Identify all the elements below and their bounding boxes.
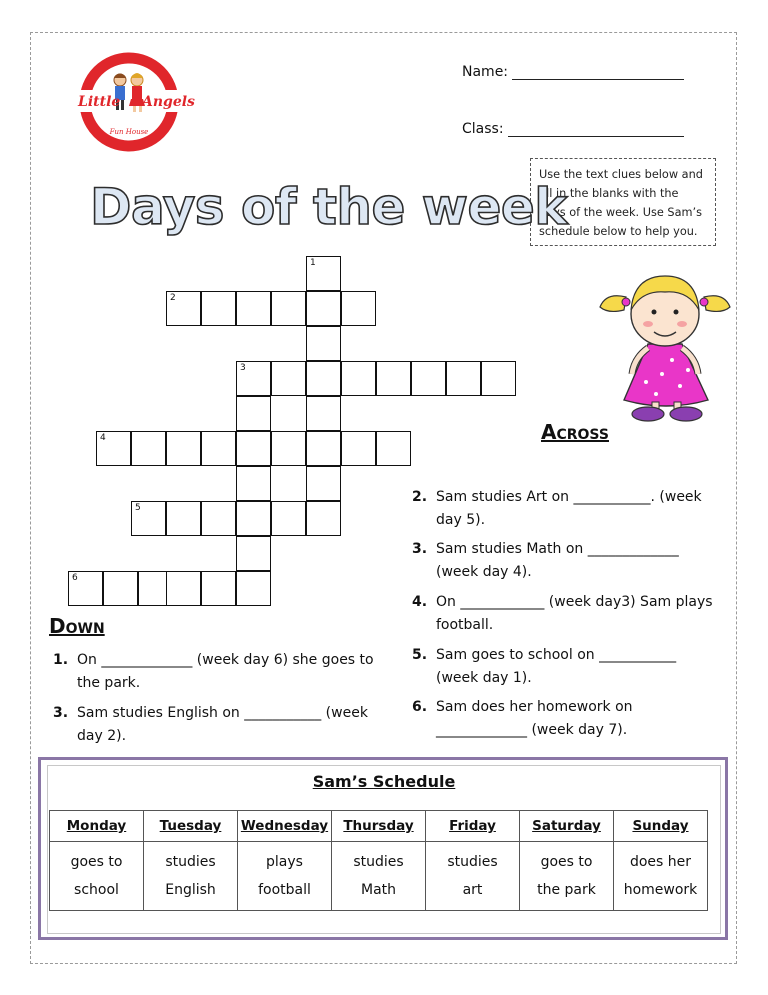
crossword-cell[interactable] <box>271 291 306 326</box>
schedule-header-row <box>50 811 708 842</box>
clue-number: 5 <box>135 503 141 513</box>
crossword-cell[interactable] <box>166 571 201 606</box>
crossword-cell[interactable] <box>306 326 341 361</box>
down-heading: Down <box>49 614 105 638</box>
clue-number: 4 <box>100 433 106 443</box>
down-clue <box>53 649 377 695</box>
crossword-cell[interactable] <box>201 431 236 466</box>
logo-text-bottom: Fun House <box>109 128 149 136</box>
crossword-cell[interactable] <box>236 431 271 466</box>
crossword-cell[interactable] <box>341 431 376 466</box>
crossword-cell[interactable] <box>236 291 271 326</box>
crossword-cell[interactable] <box>68 571 103 606</box>
schedule-day: Friday <box>426 811 520 842</box>
crossword-cell[interactable] <box>271 361 306 396</box>
clue-number: 3 <box>240 363 246 373</box>
name-line[interactable] <box>512 63 684 80</box>
schedule-inner <box>47 765 721 934</box>
crossword-cell[interactable] <box>201 291 236 326</box>
class-line[interactable] <box>508 120 684 137</box>
schedule-activity: studies Math <box>332 842 426 911</box>
clue-num: 3. <box>53 705 69 721</box>
class-field <box>462 120 684 137</box>
crossword-cell[interactable] <box>103 571 138 606</box>
crossword-cell[interactable] <box>236 536 271 571</box>
instructions-box: Use the text clues below and fill in the blanks with the days of the week. Use Sam’s schedule below to help you. <box>530 158 716 246</box>
crossword-cell[interactable] <box>271 431 306 466</box>
across-clue <box>412 644 721 690</box>
clue-num: 5. <box>412 647 428 663</box>
schedule-title: Sam’s Schedule <box>312 772 456 791</box>
schedule-day: Thursday <box>332 811 426 842</box>
clue-text: Sam studies English on ___________ (week day 2). <box>77 705 368 744</box>
crossword-cell[interactable] <box>411 361 446 396</box>
crossword-cell[interactable] <box>131 501 166 536</box>
crossword-cell[interactable] <box>201 571 236 606</box>
crossword-cell[interactable] <box>306 291 341 326</box>
clue-num: 1. <box>53 652 69 668</box>
crossword-cell[interactable] <box>166 501 201 536</box>
crossword-cell[interactable] <box>306 466 341 501</box>
crossword-cell[interactable] <box>376 361 411 396</box>
clue-number: 1 <box>310 258 316 268</box>
across-clue <box>412 538 716 584</box>
crossword-cell[interactable] <box>201 501 236 536</box>
across-clue <box>412 591 721 637</box>
page-title: Days of the week <box>90 178 568 236</box>
schedule-day: Sunday <box>614 811 708 842</box>
crossword-cell[interactable] <box>306 256 341 291</box>
schedule-panel <box>38 757 728 940</box>
clue-text: On ____________ (week day3) Sam plays football. <box>436 594 713 633</box>
crossword-cell[interactable] <box>341 291 376 326</box>
clue-num: 4. <box>412 594 428 610</box>
crossword-cell[interactable] <box>96 431 131 466</box>
clue-num: 6. <box>412 699 428 715</box>
schedule-day: Saturday <box>520 811 614 842</box>
crossword-cell[interactable] <box>341 361 376 396</box>
name-label: Name: <box>462 64 509 80</box>
clue-num: 2. <box>412 489 428 505</box>
crossword-cell[interactable] <box>236 571 271 606</box>
name-field <box>462 63 684 80</box>
schedule-activity-row <box>50 842 708 911</box>
crossword-cell[interactable] <box>306 396 341 431</box>
crossword-cell[interactable] <box>306 431 341 466</box>
crossword-cell[interactable] <box>236 361 271 396</box>
crossword-cell[interactable] <box>446 361 481 396</box>
clue-num: 3. <box>412 541 428 557</box>
class-label: Class: <box>462 121 504 137</box>
clue-number: 6 <box>72 573 78 583</box>
clue-number: 2 <box>170 293 176 303</box>
logo-text-left: Little <box>78 94 121 110</box>
crossword-cell[interactable] <box>271 501 306 536</box>
schedule-table <box>49 810 708 911</box>
schedule-day: Wednesday <box>238 811 332 842</box>
across-clue <box>412 486 716 532</box>
little-angels-logo <box>76 50 200 154</box>
girl-illustration <box>596 262 734 422</box>
crossword-cell[interactable] <box>131 431 166 466</box>
logo-text-right: Angels <box>142 94 195 110</box>
crossword-cell[interactable] <box>166 431 201 466</box>
crossword-cell[interactable] <box>236 396 271 431</box>
schedule-activity: studies English <box>144 842 238 911</box>
crossword-cell[interactable] <box>236 466 271 501</box>
across-clue <box>412 696 676 742</box>
crossword-cell[interactable] <box>481 361 516 396</box>
clue-text: On _____________ (week day 6) she goes to the park. <box>77 652 374 691</box>
clue-text: Sam studies Art on ___________. (week day 5). <box>436 489 702 528</box>
schedule-day: Tuesday <box>144 811 238 842</box>
schedule-activity: does her homework <box>614 842 708 911</box>
crossword-cell[interactable] <box>306 501 341 536</box>
crossword-cell[interactable] <box>236 501 271 536</box>
clue-text: Sam goes to school on ___________ (week day 1). <box>436 647 677 686</box>
clue-text: Sam does her homework on _____________ (week day 7). <box>436 699 633 738</box>
crossword-cell[interactable] <box>376 431 411 466</box>
schedule-activity: goes to school <box>50 842 144 911</box>
clue-text: Sam studies Math on _____________ (week day 4). <box>436 541 679 580</box>
schedule-activity: studies art <box>426 842 520 911</box>
crossword-cell[interactable] <box>306 361 341 396</box>
schedule-activity: plays football <box>238 842 332 911</box>
down-clue <box>53 702 377 748</box>
crossword-cell[interactable] <box>166 291 201 326</box>
schedule-activity: goes to the park <box>520 842 614 911</box>
across-heading: Across <box>541 420 609 444</box>
schedule-day: Monday <box>50 811 144 842</box>
